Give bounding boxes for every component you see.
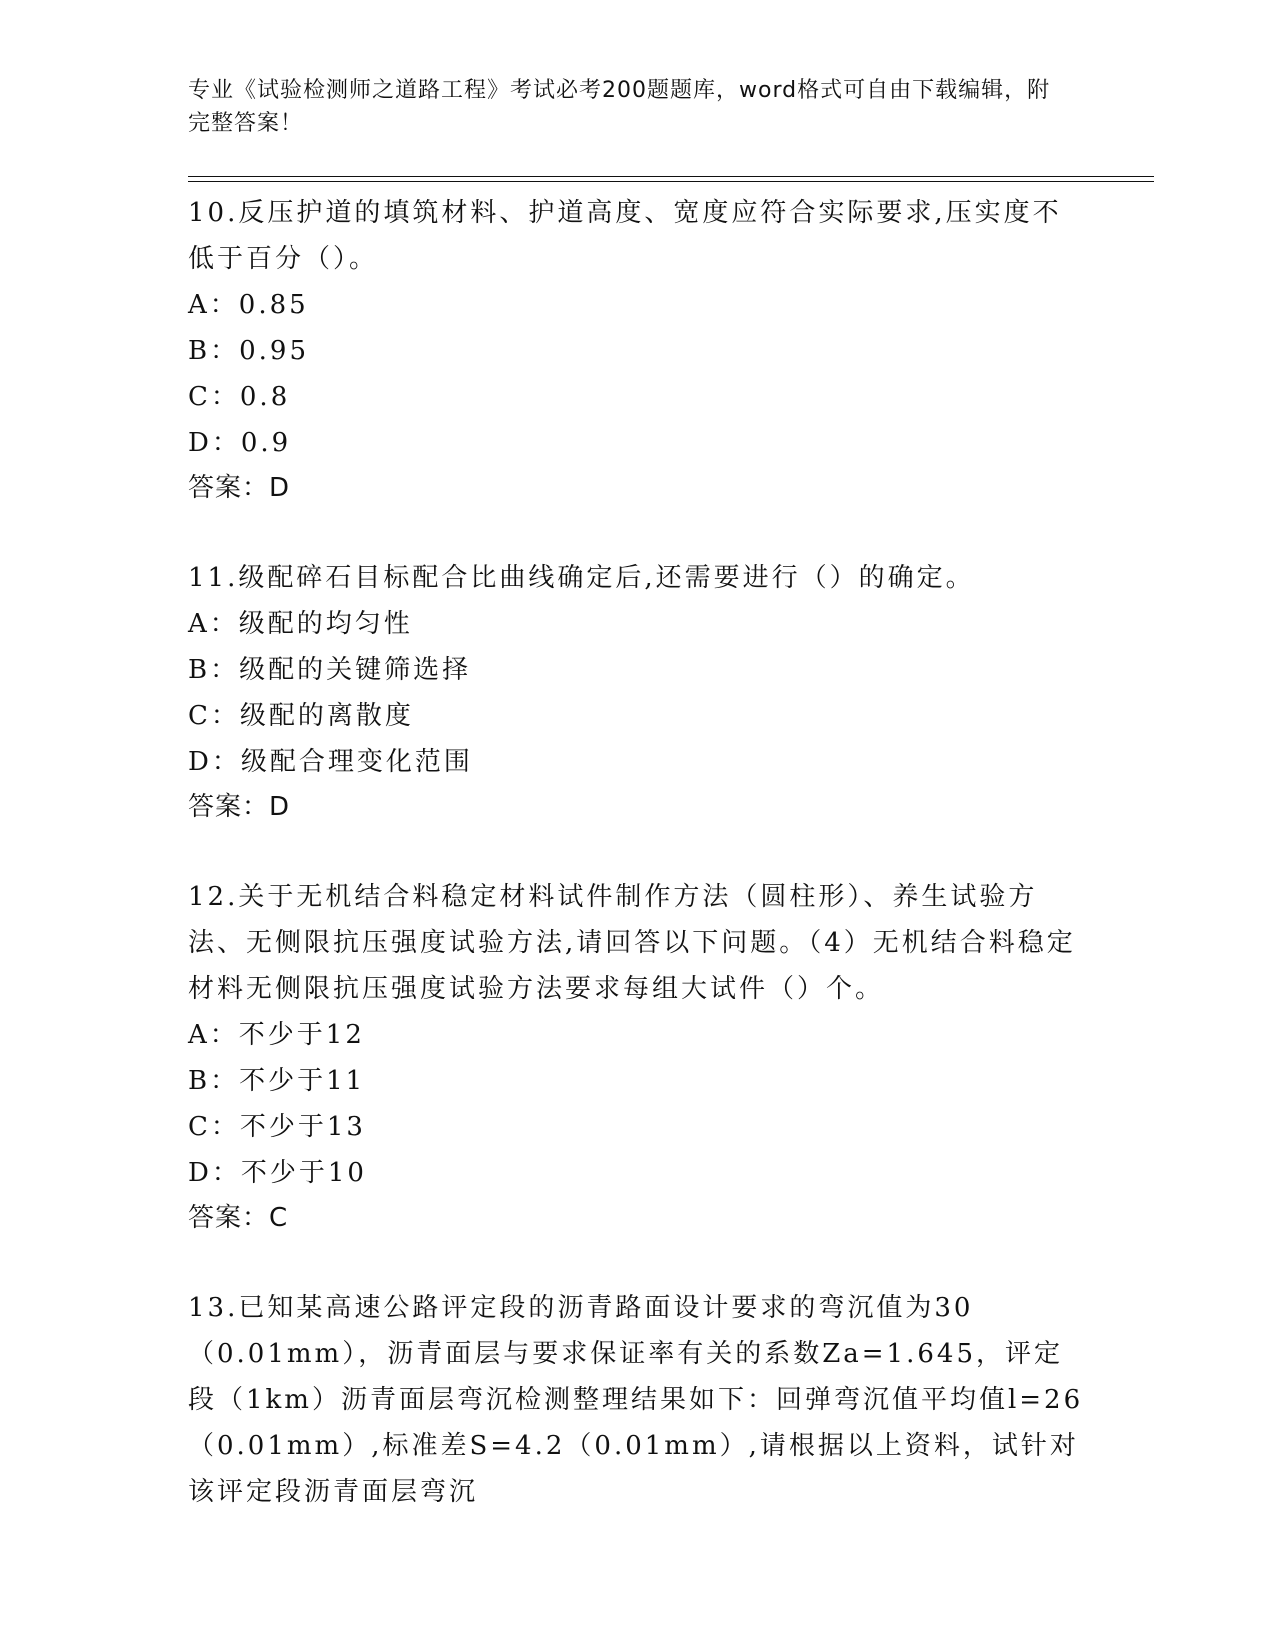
option-a: A：级配的均匀性 xyxy=(188,609,413,639)
question-stem: 13.已知某高速公路评定段的沥青路面设计要求的弯沉值为30（0.01mm），沥青面层与要求保证率有关的系数Za=1.645，评定段（1km）沥青面层弯沉检测整理结果如下：回弹弯沉值平均值l=26（0.01mm）,标准差S=4.2（0.01mm）,请根据以上资料，试针对该评定段沥青面层弯沉 xyxy=(188,1293,1084,1507)
question-stem: 11.级配碎石目标配合比曲线确定后,还需要进行（）的确定。 xyxy=(188,563,975,593)
option-a: A：0.85 xyxy=(188,290,309,320)
option-b: B：0.95 xyxy=(188,336,309,366)
question-stem: 10.反压护道的填筑材料、护道高度、宽度应符合实际要求,压实度不低于百分（）。 xyxy=(188,198,1062,274)
question-item xyxy=(188,555,1088,829)
question-list xyxy=(188,190,1088,1560)
header-divider xyxy=(188,176,1154,182)
option-a: A：不少于12 xyxy=(188,1020,365,1050)
question-item xyxy=(188,874,1088,1240)
answer-line: 答案：C xyxy=(188,1203,289,1233)
option-d: D：0.9 xyxy=(188,428,292,458)
question-item xyxy=(188,190,1088,510)
option-d: D：不少于10 xyxy=(188,1158,367,1188)
option-b: B：不少于11 xyxy=(188,1066,366,1096)
answer-line: 答案：D xyxy=(188,792,291,822)
question-item xyxy=(188,1285,1088,1515)
option-c: C：级配的离散度 xyxy=(188,701,414,731)
page-header: 专业《试验检测师之道路工程》考试必考200题题库，word格式可自由下载编辑，附完整答案！ xyxy=(188,78,1051,136)
answer-line: 答案：D xyxy=(188,473,291,503)
option-c: C：不少于13 xyxy=(188,1112,366,1142)
option-d: D：级配合理变化范围 xyxy=(188,747,473,777)
option-c: C：0.8 xyxy=(188,382,291,412)
question-stem: 12.关于无机结合料稳定材料试件制作方法（圆柱形）、养生试验方法、无侧限抗压强度试验方法,请回答以下问题。（4）无机结合料稳定材料无侧限抗压强度试验方法要求每组大试件（）个。 xyxy=(188,882,1076,1004)
option-b: B：级配的关键筛选择 xyxy=(188,655,472,685)
